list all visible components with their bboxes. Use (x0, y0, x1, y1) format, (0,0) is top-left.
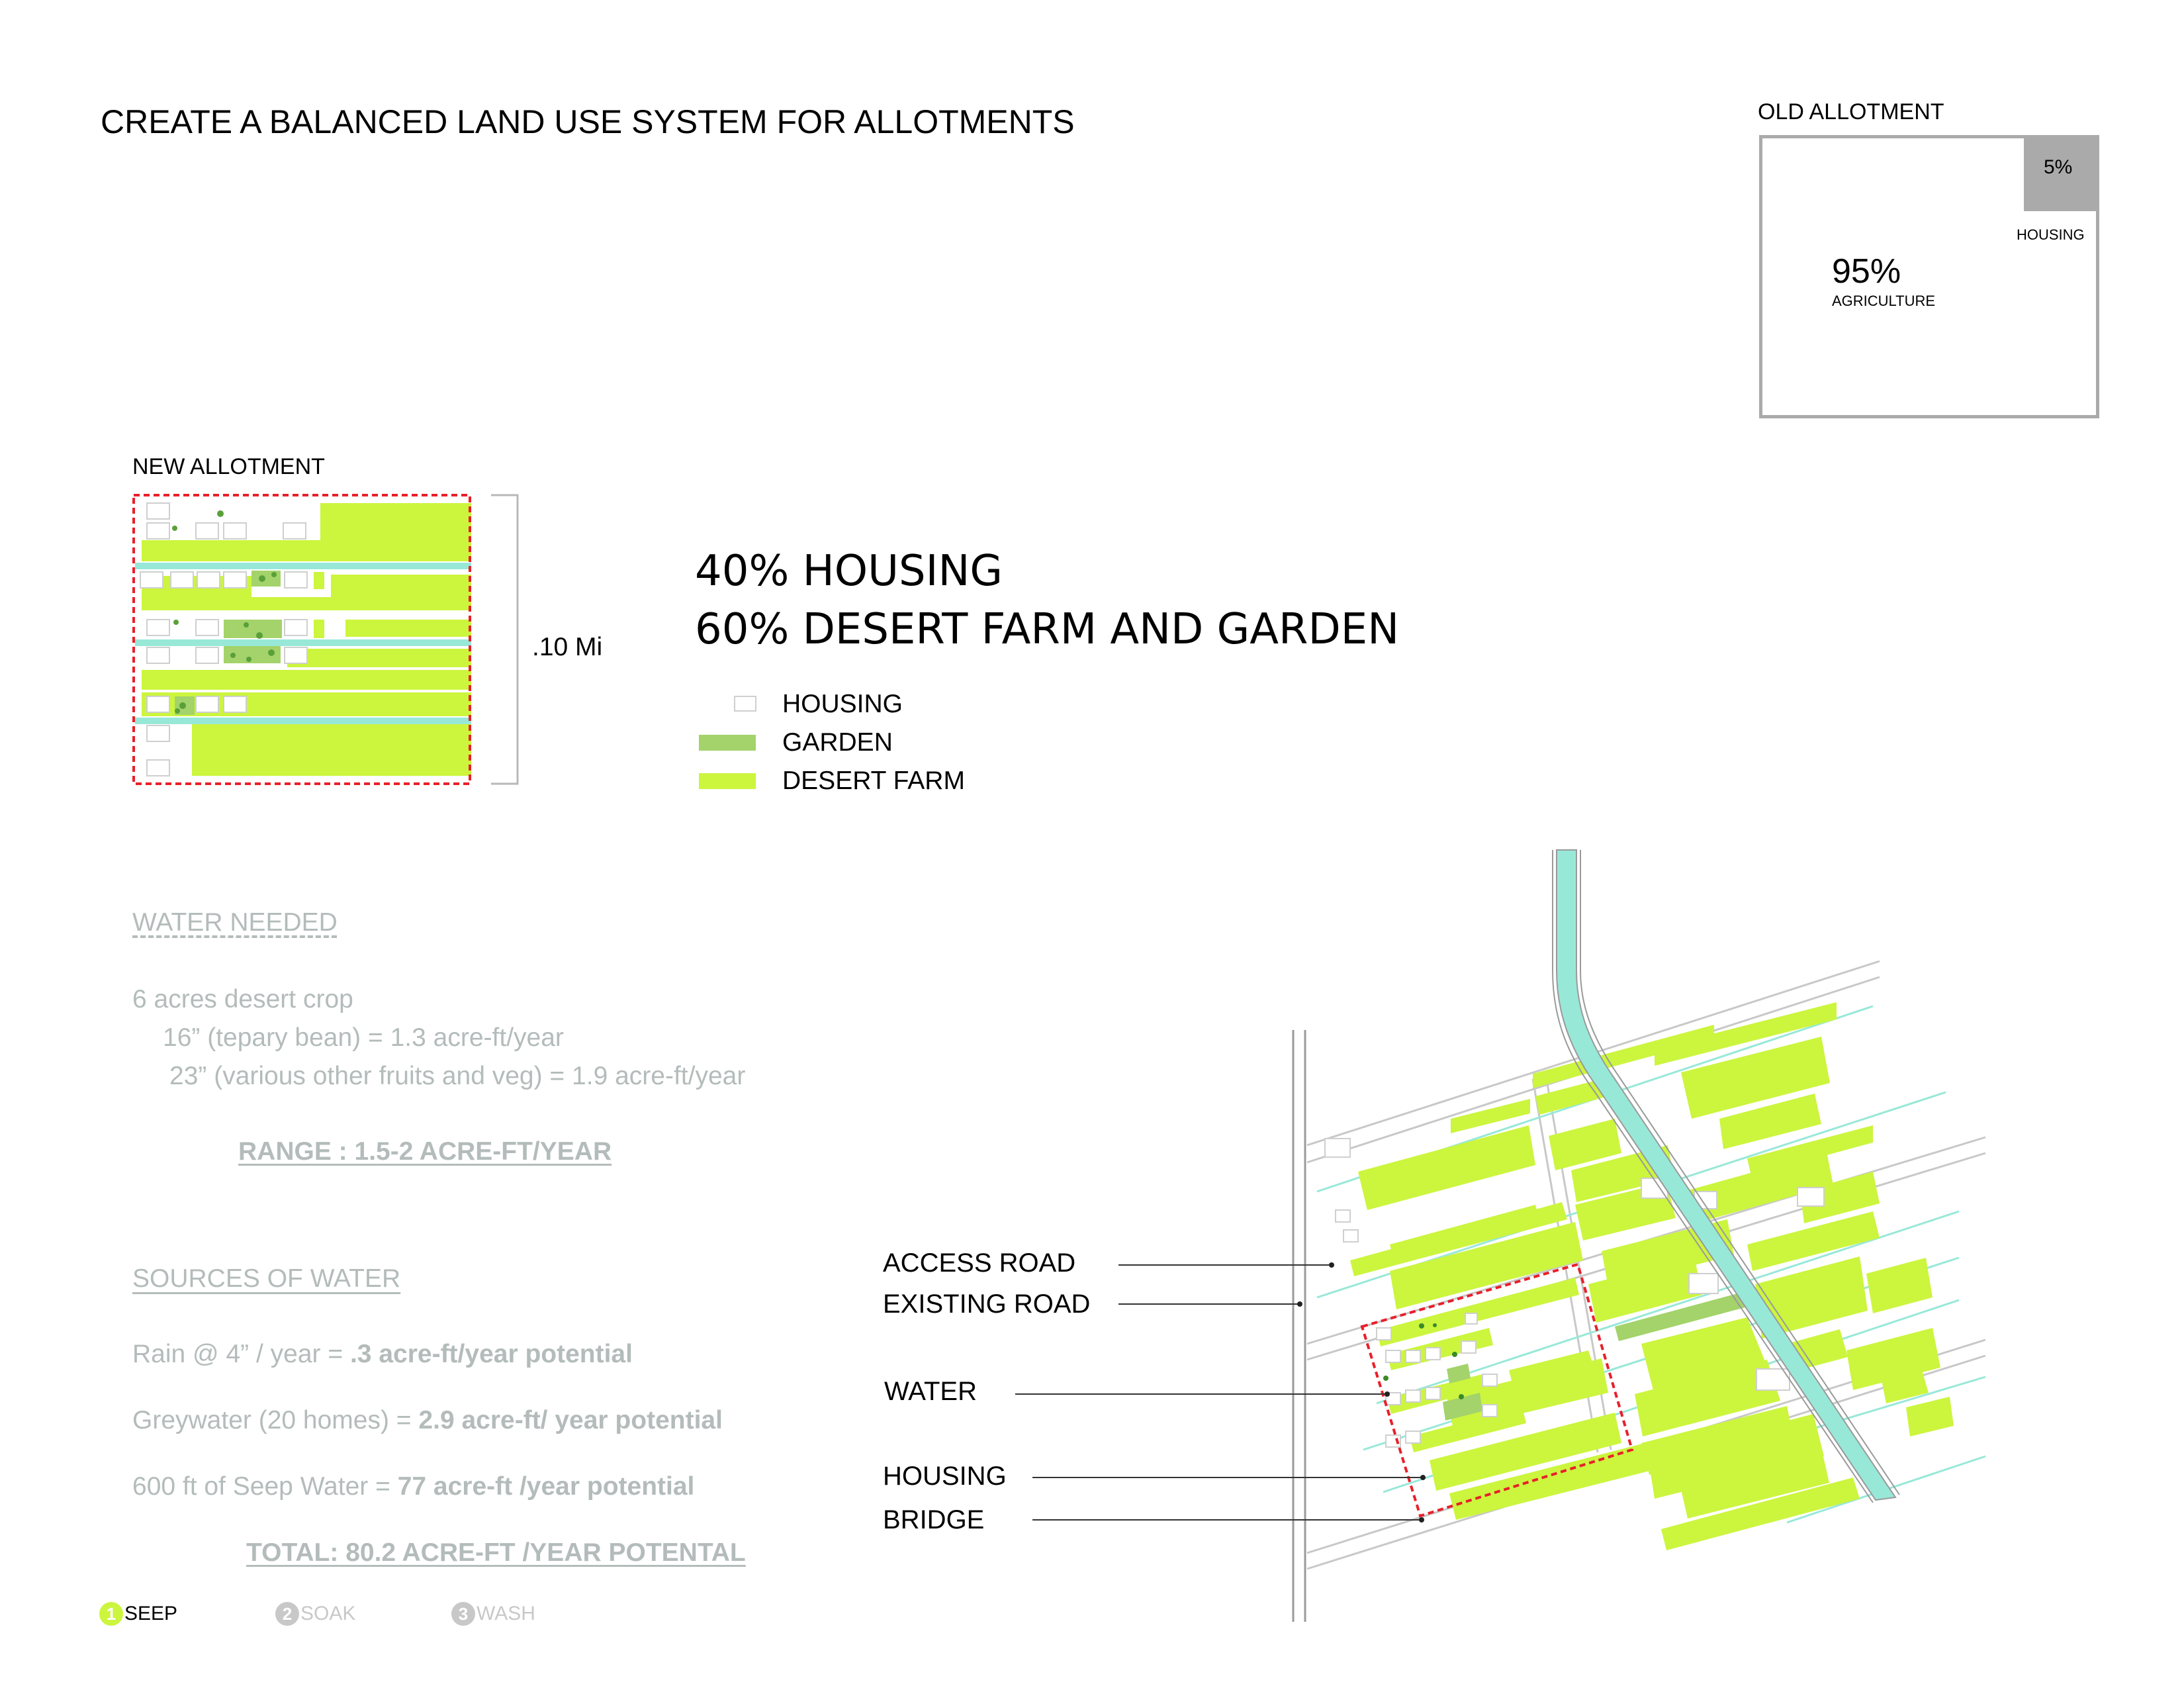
tab-wash[interactable] (451, 1602, 535, 1626)
tab-wash-label: WASH (477, 1603, 535, 1624)
legend-garden: GARDEN (782, 728, 893, 757)
scale-label: .10 Mi (532, 633, 603, 661)
water-needed-line1: 6 acres desert crop (132, 985, 353, 1013)
new-allotment-plan (134, 495, 518, 784)
new-allotment-label: NEW ALLOTMENT (132, 454, 325, 479)
source-seep: 600 ft of Seep Water = 77 acre-ft /year potential (132, 1472, 695, 1501)
source-greywater: Greywater (20 homes) = 2.9 acre-ft/ year potential (132, 1406, 723, 1434)
legend-housing: HOUSING (782, 690, 903, 718)
farm-split: 60% DESERT FARM AND GARDEN (695, 605, 1400, 654)
page-title: CREATE A BALANCED LAND USE SYSTEM FOR ALLOTMENTS (101, 103, 1075, 140)
housing-split: 40% HOUSING (695, 547, 1003, 596)
callout-access-road: ACCESS ROAD (883, 1248, 1076, 1278)
tab-soak-number: 2 (275, 1602, 299, 1626)
tab-soak-label: SOAK (300, 1603, 356, 1624)
old-housing-pct: 5% (2044, 156, 2073, 178)
old-allotment-label: OLD ALLOTMENT (1758, 99, 1944, 124)
water-needed-heading: WATER NEEDED (132, 908, 338, 937)
legend-desert-farm: DESERT FARM (782, 767, 965, 795)
callout-bridge: BRIDGE (883, 1505, 985, 1534)
old-agriculture-pct: 95% (1832, 252, 1901, 291)
sources-heading: SOURCES OF WATER (132, 1264, 401, 1293)
callout-water: WATER (884, 1377, 977, 1406)
callout-housing: HOUSING (883, 1462, 1007, 1491)
tab-seep-number: 1 (99, 1602, 123, 1626)
site-plan (1293, 850, 1985, 1622)
tab-seep-label: SEEP (124, 1603, 178, 1624)
old-housing-label: HOUSING (2017, 226, 2085, 243)
legend-swatches (699, 696, 756, 789)
tab-wash-number: 3 (451, 1602, 475, 1626)
water-needed-line3: 23” (various other fruits and veg) = 1.9 acre-ft/year (169, 1062, 746, 1090)
callout-existing-road: EXISTING ROAD (883, 1289, 1091, 1319)
water-needed-line2: 16” (tepary bean) = 1.3 acre-ft/year (163, 1023, 564, 1052)
water-total: TOTAL: 80.2 ACRE-FT /YEAR POTENTAL (246, 1538, 746, 1567)
tab-soak[interactable] (275, 1602, 355, 1626)
tab-seep[interactable] (99, 1602, 177, 1626)
water-range: RANGE : 1.5-2 ACRE-FT/YEAR (238, 1137, 612, 1166)
old-agriculture-label: AGRICULTURE (1832, 293, 1936, 309)
source-rain: Rain @ 4” / year = .3 acre-ft/year potential (132, 1340, 633, 1368)
